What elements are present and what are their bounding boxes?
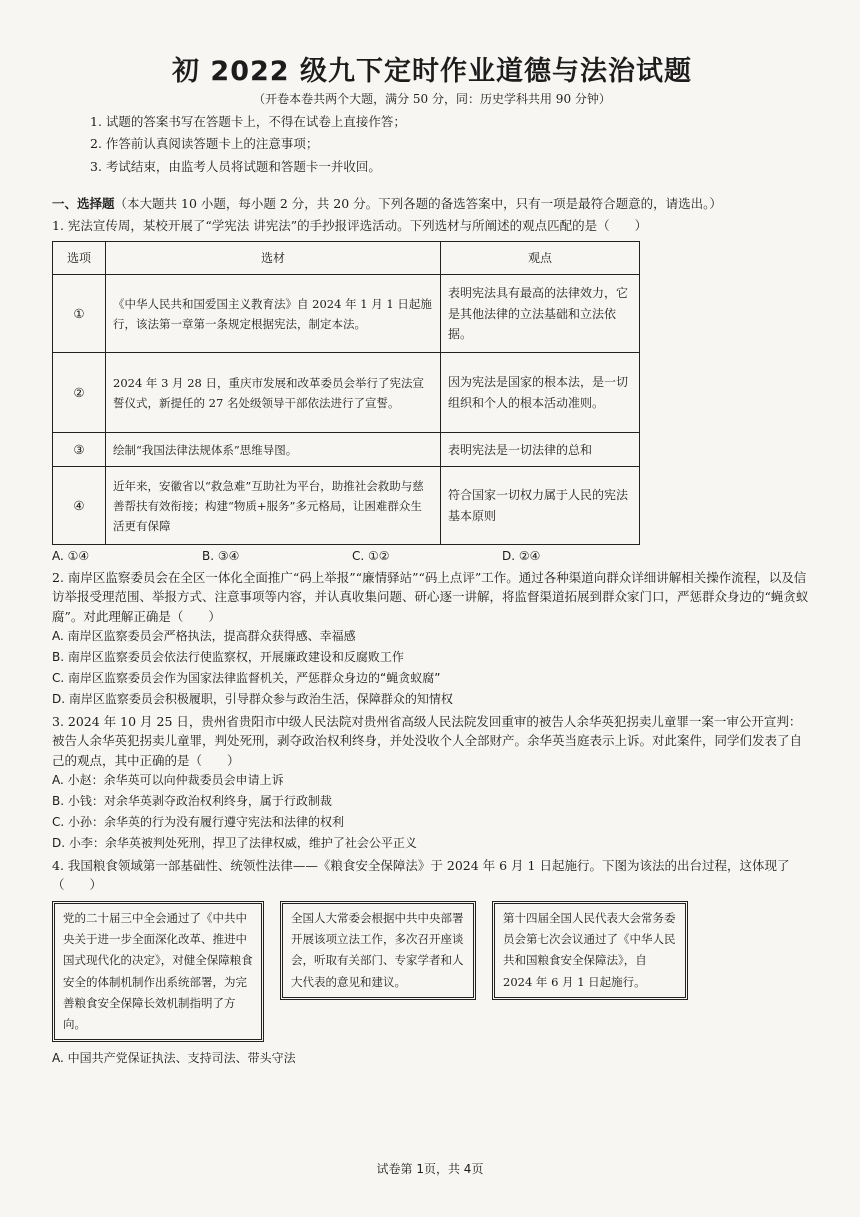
instructions	[52, 111, 812, 179]
section-1-description: （本大题共 10 小题，每小题 2 分，共 20 分。下列各题的备选答案中，只有一项是最符合题意的，请选出。）	[114, 196, 722, 212]
process-box-law-passed: 第十四届全国人民代表大会常务委员会第七次会议通过了《中华人民共和国粮食安全保障法》，自 2024 年 6 月 1 日起施行。	[492, 901, 688, 1000]
answer-option-b[interactable]: B. ③④	[202, 549, 240, 564]
answer-option-c[interactable]: C. 小孙：余华英的行为没有履行遵守宪法和法律的权利	[52, 815, 345, 830]
table-header-view: 观点	[441, 242, 640, 275]
table-row	[53, 275, 640, 353]
answer-option-d[interactable]: D. 南岸区监察委员会积极履职，引导群众参与政治生活，保障群众的知情权	[52, 691, 453, 706]
table-row	[53, 433, 640, 467]
question-1-options	[52, 547, 812, 566]
question-4	[52, 856, 812, 1069]
exam-title: 初 2022 级九下定时作业道德与法治试题	[172, 56, 692, 87]
answer-option-c[interactable]: C. 南岸区监察委员会作为国家法律监督机关，严惩群众身边的“蝇贪蚁腐”	[52, 670, 441, 685]
row-material: 《中华人民共和国爱国主义教育法》自 2024 年 1 月 1 日起施行，该法第一章第一条规定根据宪法，制定本法。	[106, 275, 441, 353]
row-number: ④	[53, 467, 106, 545]
question-2	[52, 568, 812, 710]
row-number: ②	[53, 353, 106, 433]
row-number: ③	[53, 433, 106, 467]
section-1-title: 一、选择题	[52, 196, 115, 212]
section-1-header	[52, 194, 812, 213]
answer-option-b[interactable]: B. 南岸区监察委员会依法行使监察权，开展廉政建设和反腐败工作	[52, 649, 404, 664]
table-header-material: 选材	[106, 242, 441, 275]
table-header-option: 选项	[53, 242, 106, 275]
question-3-stem: 3. 2024 年 10 月 25 日，贵州省贵阳市中级人民法院对贵州省高级人民法院发回重审的被告人余华英犯拐卖儿童罪一案一审公开宣判：被告人余华英犯拐卖儿童罪，判处死刑，剥夺政治权利终身，并处没收个人全部财产。余华英当庭表示上诉。对此案件，同学们发表了自己的观点，其中正确的是（ ）	[52, 713, 803, 768]
exam-subtitle: （开卷本卷共两个大题，满分 50 分，同：历史学科共用 90 分钟）	[253, 92, 611, 107]
question-2-stem: 2. 南岸区监察委员会在全区一体化全面推广“码上举报”“廉情驿站”“码上点评”工作。通过各种渠道向群众详细讲解相关操作流程，以及信访举报受理范围、举报方式、注意事项等内容，并认真收集问题、研心逐一讲解，将监督渠道拓展到群众家门口，严惩群众身边的“蝇贪蚁腐”。对此理解正确是（ ）	[52, 569, 809, 624]
question-1-stem: 1. 宪法宣传周，某校开展了“学宪法 讲宪法”的手抄报评选活动。下列选材与所阐述的观点匹配的是（ ）	[52, 217, 648, 233]
table-row	[53, 353, 640, 433]
process-box-npc-standing-committee: 全国人大常委会根据中共中央部署开展该项立法工作，多次召开座谈会，听取有关部门、专家学者和人大代表的意见和建议。	[280, 901, 476, 1000]
instruction-item: 2. 作答前认真阅读答题卡上的注意事项；	[90, 136, 319, 152]
row-view: 表明宪法具有最高的法律效力，它是其他法律的立法基础和立法依据。	[441, 275, 640, 353]
row-material: 绘制“我国法律法规体系”思维导图。	[106, 433, 441, 467]
instruction-item: 3. 考试结束，由监考人员将试题和答题卡一并收回。	[90, 158, 381, 174]
row-material: 2024 年 3 月 28 日，重庆市发展和改革委员会举行了宪法宣誓仪式，新提任的 27 名处级领导干部依法进行了宣誓。	[106, 353, 441, 433]
table-row	[53, 467, 640, 545]
legislation-process-diagram	[52, 901, 812, 1043]
table-header-row	[53, 242, 640, 275]
row-view: 符合国家一切权力属于人民的宪法基本原则	[441, 467, 640, 545]
row-view: 表明宪法是一切法律的总和	[441, 433, 640, 467]
process-box-plenary-session: 党的二十届三中全会通过了《中共中央关于进一步全面深化改革、推进中国式现代化的决定》，对健全保障粮食安全的体制机制作出系统部署，为完善粮食安全保障长效机制指明了方向。	[52, 901, 264, 1043]
answer-option-d[interactable]: D. 小李：余华英被判处死刑，捍卫了法律权威，维护了社会公平正义	[52, 836, 417, 851]
answer-option-a[interactable]: A. ①④	[52, 549, 90, 564]
row-view: 因为宪法是国家的根本法，是一切组织和个人的根本活动准则。	[441, 353, 640, 433]
question-3	[52, 712, 812, 854]
row-material: 近年来，安徽省以“救急难”互助社为平台，助推社会救助与慈善帮扶有效衔接；构建“物质+服务”多元格局，让困难群众生活更有保障	[106, 467, 441, 545]
page-footer: 试卷第 1页，共 4页	[376, 1162, 484, 1177]
answer-option-a[interactable]: A. 南岸区监察委员会严格执法，提高群众获得感、幸福感	[52, 628, 356, 643]
answer-option-a[interactable]: A. 小赵：余华英可以向仲裁委员会申请上诉	[52, 773, 284, 788]
answer-option-a[interactable]: A. 中国共产党保证执法、支持司法、带头守法	[52, 1051, 296, 1066]
answer-option-c[interactable]: C. ①②	[352, 549, 390, 564]
question-1-table	[52, 241, 640, 545]
answer-option-d[interactable]: D. ②④	[502, 549, 541, 564]
question-1	[52, 216, 812, 566]
answer-option-b[interactable]: B. 小钱：对余华英剥夺政治权利终身，属于行政制裁	[52, 794, 332, 809]
question-4-stem: 4. 我国粮食领域第一部基础性、统领性法律——《粮食安全保障法》于 2024 年 6 月 1 日起施行。下图为该法的出台过程，这体现了（ ）	[52, 858, 790, 893]
instruction-item: 1. 试题的答案书写在答题卡上，不得在试卷上直接作答；	[90, 113, 406, 129]
row-number: ①	[53, 275, 106, 353]
